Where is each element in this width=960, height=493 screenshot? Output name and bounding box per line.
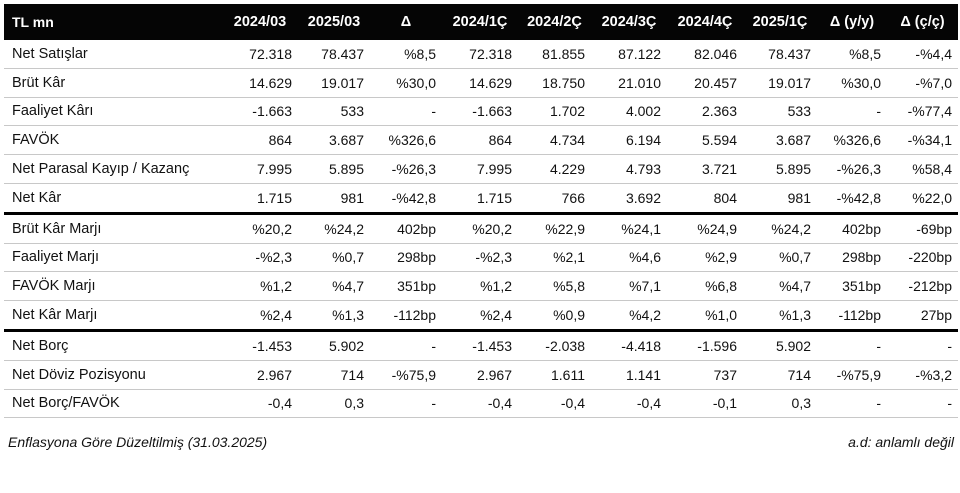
table-cell: %30,0 xyxy=(817,68,887,97)
footnote-abbreviation: a.d: anlamlı değil xyxy=(848,434,954,450)
table-row xyxy=(4,40,958,68)
table-cell: -1.453 xyxy=(222,330,298,360)
row-label: Brüt Kâr xyxy=(4,68,222,97)
table-cell: 4.734 xyxy=(518,126,591,155)
table-cell: 1.715 xyxy=(222,183,298,213)
table-cell: 7.995 xyxy=(222,155,298,184)
table-row xyxy=(4,360,958,389)
table-cell: %1,3 xyxy=(743,301,817,331)
table-cell: %5,8 xyxy=(518,272,591,301)
header-row xyxy=(4,4,958,40)
table-cell: %58,4 xyxy=(887,155,958,184)
table-cell: 1.141 xyxy=(591,360,667,389)
table-cell: -%42,8 xyxy=(817,183,887,213)
row-label: FAVÖK Marjı xyxy=(4,272,222,301)
table-cell: 14.629 xyxy=(442,68,518,97)
table-cell: %6,8 xyxy=(667,272,743,301)
table-cell: 78.437 xyxy=(743,40,817,68)
table-cell: 4.793 xyxy=(591,155,667,184)
table-cell: %0,7 xyxy=(743,243,817,272)
column-header: 2025/1Ç xyxy=(743,4,817,40)
row-label: Net Döviz Pozisyonu xyxy=(4,360,222,389)
table-cell: %24,1 xyxy=(591,213,667,243)
table-cell: 18.750 xyxy=(518,68,591,97)
table-cell: - xyxy=(370,389,442,418)
table-cell: %24,2 xyxy=(743,213,817,243)
table-cell: -0,4 xyxy=(442,389,518,418)
table-cell: -%34,1 xyxy=(887,126,958,155)
table-cell: 87.122 xyxy=(591,40,667,68)
column-header: Δ (y/y) xyxy=(817,4,887,40)
table-row xyxy=(4,389,958,418)
table-cell: %20,2 xyxy=(442,213,518,243)
table-cell: -1.596 xyxy=(667,330,743,360)
table-cell: 14.629 xyxy=(222,68,298,97)
table-row xyxy=(4,97,958,126)
table-row xyxy=(4,155,958,184)
table-cell: 737 xyxy=(667,360,743,389)
table-cell: 3.721 xyxy=(667,155,743,184)
table-cell: 3.687 xyxy=(743,126,817,155)
column-header: TL mn xyxy=(4,4,222,40)
table-cell: %24,9 xyxy=(667,213,743,243)
table-cell: -112bp xyxy=(817,301,887,331)
table-cell: 714 xyxy=(743,360,817,389)
table-cell: -0,4 xyxy=(222,389,298,418)
table-cell: %2,4 xyxy=(442,301,518,331)
table-cell: %30,0 xyxy=(370,68,442,97)
column-header: 2025/03 xyxy=(298,4,370,40)
table-cell: -%26,3 xyxy=(817,155,887,184)
table-cell: 5.895 xyxy=(743,155,817,184)
table-body xyxy=(4,40,958,418)
table-row xyxy=(4,330,958,360)
row-label: FAVÖK xyxy=(4,126,222,155)
table-cell: 766 xyxy=(518,183,591,213)
table-cell: -112bp xyxy=(370,301,442,331)
table-cell: 714 xyxy=(298,360,370,389)
table-cell: 1.702 xyxy=(518,97,591,126)
table-cell: 402bp xyxy=(817,213,887,243)
table-cell: 21.010 xyxy=(591,68,667,97)
table-cell: -4.418 xyxy=(591,330,667,360)
table-cell: 298bp xyxy=(817,243,887,272)
table-cell: %326,6 xyxy=(370,126,442,155)
table-cell: -%4,4 xyxy=(887,40,958,68)
table-cell: -1.453 xyxy=(442,330,518,360)
table-cell: -%75,9 xyxy=(370,360,442,389)
row-label: Net Kâr Marjı xyxy=(4,301,222,331)
table-cell: -220bp xyxy=(887,243,958,272)
table-cell: 351bp xyxy=(817,272,887,301)
table-cell: %1,2 xyxy=(222,272,298,301)
table-cell: 533 xyxy=(743,97,817,126)
table-cell: 0,3 xyxy=(298,389,370,418)
table-cell: - xyxy=(370,97,442,126)
table-cell: %0,7 xyxy=(298,243,370,272)
table-cell: %22,0 xyxy=(887,183,958,213)
table-cell: %4,2 xyxy=(591,301,667,331)
table-cell: 298bp xyxy=(370,243,442,272)
footnote-source: Enflasyona Göre Düzeltilmiş (31.03.2025) xyxy=(8,434,268,450)
table-cell: %8,5 xyxy=(370,40,442,68)
table-cell: 533 xyxy=(298,97,370,126)
table-cell: 351bp xyxy=(370,272,442,301)
financial-table xyxy=(4,4,958,418)
table-cell: 0,3 xyxy=(743,389,817,418)
table-cell: -1.663 xyxy=(222,97,298,126)
table-cell: 402bp xyxy=(370,213,442,243)
table-cell: - xyxy=(887,389,958,418)
row-label: Net Kâr xyxy=(4,183,222,213)
table-cell: - xyxy=(817,389,887,418)
table-cell: 6.194 xyxy=(591,126,667,155)
table-row xyxy=(4,243,958,272)
table-cell: 5.902 xyxy=(743,330,817,360)
table-cell: 864 xyxy=(442,126,518,155)
table-footer xyxy=(8,434,954,450)
table-cell: 72.318 xyxy=(222,40,298,68)
row-label: Brüt Kâr Marjı xyxy=(4,213,222,243)
column-header: 2024/3Ç xyxy=(591,4,667,40)
table-cell: -0,4 xyxy=(518,389,591,418)
table-cell: 2.967 xyxy=(222,360,298,389)
table-cell: -69bp xyxy=(887,213,958,243)
table-cell: %4,7 xyxy=(743,272,817,301)
table-cell: %4,6 xyxy=(591,243,667,272)
table-cell: -%2,3 xyxy=(442,243,518,272)
table-cell: -212bp xyxy=(887,272,958,301)
table-cell: -0,4 xyxy=(591,389,667,418)
table-cell: -1.663 xyxy=(442,97,518,126)
table-cell: 5.594 xyxy=(667,126,743,155)
table-cell: 3.692 xyxy=(591,183,667,213)
column-header: Δ xyxy=(370,4,442,40)
table-cell: 19.017 xyxy=(298,68,370,97)
table-row xyxy=(4,301,958,331)
table-cell: -2.038 xyxy=(518,330,591,360)
table-cell: -0,1 xyxy=(667,389,743,418)
table-cell: 5.895 xyxy=(298,155,370,184)
financial-summary xyxy=(4,4,958,418)
row-label: Net Borç xyxy=(4,330,222,360)
table-cell: %2,4 xyxy=(222,301,298,331)
table-header xyxy=(4,4,958,40)
row-label: Net Parasal Kayıp / Kazanç xyxy=(4,155,222,184)
table-cell: 1.611 xyxy=(518,360,591,389)
table-cell: - xyxy=(370,330,442,360)
table-cell: -%42,8 xyxy=(370,183,442,213)
table-cell: -%77,4 xyxy=(887,97,958,126)
table-cell: - xyxy=(817,97,887,126)
table-row xyxy=(4,68,958,97)
table-cell: 72.318 xyxy=(442,40,518,68)
row-label: Net Borç/FAVÖK xyxy=(4,389,222,418)
table-cell: 7.995 xyxy=(442,155,518,184)
table-cell: 5.902 xyxy=(298,330,370,360)
table-cell: %22,9 xyxy=(518,213,591,243)
row-label: Faaliyet Marjı xyxy=(4,243,222,272)
table-cell: 804 xyxy=(667,183,743,213)
table-cell: %24,2 xyxy=(298,213,370,243)
table-cell: -%3,2 xyxy=(887,360,958,389)
table-cell: 2.363 xyxy=(667,97,743,126)
table-cell: 3.687 xyxy=(298,126,370,155)
column-header: Δ (ç/ç) xyxy=(887,4,958,40)
table-row xyxy=(4,272,958,301)
table-cell: %1,0 xyxy=(667,301,743,331)
table-cell: %1,2 xyxy=(442,272,518,301)
table-cell: - xyxy=(817,330,887,360)
table-cell: -%2,3 xyxy=(222,243,298,272)
table-cell: 981 xyxy=(743,183,817,213)
table-row xyxy=(4,183,958,213)
table-cell: %2,1 xyxy=(518,243,591,272)
table-cell: 981 xyxy=(298,183,370,213)
table-row xyxy=(4,213,958,243)
table-cell: %7,1 xyxy=(591,272,667,301)
table-cell: 864 xyxy=(222,126,298,155)
table-cell: 82.046 xyxy=(667,40,743,68)
table-cell: 2.967 xyxy=(442,360,518,389)
row-label: Faaliyet Kârı xyxy=(4,97,222,126)
table-cell: -%7,0 xyxy=(887,68,958,97)
table-cell: %4,7 xyxy=(298,272,370,301)
row-label: Net Satışlar xyxy=(4,40,222,68)
table-cell: 1.715 xyxy=(442,183,518,213)
table-cell: %326,6 xyxy=(817,126,887,155)
table-cell: 81.855 xyxy=(518,40,591,68)
table-cell: 20.457 xyxy=(667,68,743,97)
table-cell: %0,9 xyxy=(518,301,591,331)
table-cell: 78.437 xyxy=(298,40,370,68)
column-header: 2024/03 xyxy=(222,4,298,40)
table-cell: 4.229 xyxy=(518,155,591,184)
table-cell: - xyxy=(887,330,958,360)
table-cell: %2,9 xyxy=(667,243,743,272)
column-header: 2024/4Ç xyxy=(667,4,743,40)
table-cell: %1,3 xyxy=(298,301,370,331)
table-row xyxy=(4,126,958,155)
table-cell: 27bp xyxy=(887,301,958,331)
table-cell: -%26,3 xyxy=(370,155,442,184)
table-cell: %8,5 xyxy=(817,40,887,68)
column-header: 2024/2Ç xyxy=(518,4,591,40)
column-header: 2024/1Ç xyxy=(442,4,518,40)
table-cell: 4.002 xyxy=(591,97,667,126)
table-cell: 19.017 xyxy=(743,68,817,97)
table-cell: %20,2 xyxy=(222,213,298,243)
table-cell: -%75,9 xyxy=(817,360,887,389)
